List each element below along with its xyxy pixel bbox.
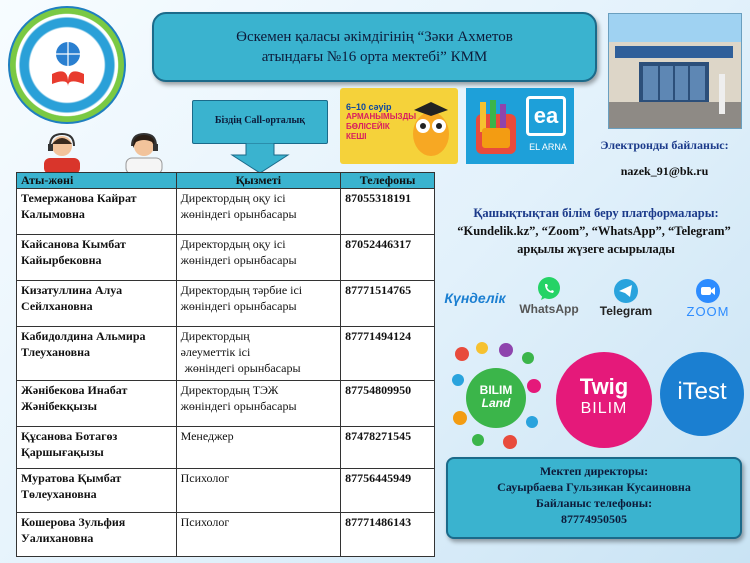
staff-role: әлеуметтік ісі (180, 345, 251, 359)
arrow-down-icon (228, 143, 292, 173)
table-row (17, 469, 435, 513)
staff-phone[interactable]: 87771514765 (341, 281, 435, 327)
platforms-tail: арқылы жүзеге асырылады (517, 242, 675, 256)
table-row (17, 381, 435, 427)
staff-name: Уалихановна (21, 531, 94, 545)
operator-man-icon (40, 130, 84, 174)
staff-role: жөніндегі орынбасары (180, 299, 297, 313)
director-label: Мектеп директоры: (539, 464, 649, 478)
staff-role: жөніндегі орынбасары (180, 253, 297, 267)
table-row (17, 235, 435, 281)
el-arna-caption: EL ARNA (529, 142, 567, 152)
bilimland-label-1: BILIM (479, 383, 513, 397)
twig-bilim-logo[interactable] (556, 352, 652, 448)
platforms-list: “Kundelik.kz”, “Zoom”, “WhatsApp”, “Telegram” (457, 224, 731, 238)
staff-name: Кабидолдина Альмира (21, 329, 146, 343)
staff-name: Жәнібекқызы (21, 399, 97, 413)
staff-role: Менеджер (180, 429, 234, 443)
director-phone[interactable]: 87774950505 (561, 512, 627, 526)
bilimland-label-2: Land (481, 396, 511, 410)
col-header-phone: Телефоны (341, 173, 435, 189)
col-header-role: Қызметі (176, 173, 341, 189)
banner-date: 6–10 сәуір (346, 102, 392, 112)
col-header-name: Аты-жөні (17, 173, 177, 189)
director-info (446, 457, 742, 539)
director-name: Сауырбаева Гульзикан Кусаиновна (497, 480, 691, 494)
kundelik-logo[interactable] (440, 280, 510, 320)
banner-text-2: БӨЛІСЕЙІК КЕШІ (346, 122, 390, 141)
table-header-row (17, 173, 435, 189)
staff-role: жөніндегі орынбасары (184, 361, 301, 375)
bilimland-logo[interactable] (448, 340, 544, 450)
table-row (17, 513, 435, 557)
kundelik-label: Күнделік (444, 290, 506, 306)
school-photo (608, 13, 742, 129)
school-supplies-icon (470, 98, 522, 158)
table-row (17, 327, 435, 381)
staff-name: Кошерова Зульфия (21, 515, 126, 529)
staff-role: Директордың тәрбие ісі (180, 283, 303, 297)
staff-name: Кизатуллина Алуа (21, 283, 123, 297)
el-arna-logo: ea (526, 96, 566, 136)
telegram-label: Telegram (599, 304, 653, 318)
table-row (17, 427, 435, 469)
staff-role: Директордың оқу ісі (180, 237, 286, 251)
staff-name: Төлеухановна (21, 487, 97, 501)
itest-logo[interactable] (660, 352, 744, 436)
title-line-2: атындағы №16 орта мектебі” КММ (261, 49, 488, 65)
table-row (17, 281, 435, 327)
staff-phone[interactable]: 87771486143 (341, 513, 435, 557)
staff-name: Тлеухановна (21, 345, 91, 359)
telegram-icon (613, 278, 639, 304)
staff-role: Директордың оқу ісі (180, 191, 286, 205)
page-title (152, 12, 597, 82)
staff-role: Директордың (180, 329, 250, 343)
twig-label-2: BILIM (580, 400, 628, 417)
staff-role: Директордың ТЭЖ (180, 383, 279, 397)
book-globe-icon (48, 38, 88, 88)
staff-phone[interactable]: 87055318191 (341, 189, 435, 235)
zoom-logo[interactable] (670, 278, 746, 322)
banner-text-1: АРМАНЫМЫЗДЫ (346, 112, 417, 121)
event-banner (340, 88, 458, 164)
staff-name: Калымовна (21, 207, 85, 221)
staff-phone[interactable]: 87756445949 (341, 469, 435, 513)
staff-name: Қаршығақызы (21, 445, 104, 459)
table-row (17, 189, 435, 235)
zoom-label: ZOOM (686, 304, 730, 319)
operator-woman-icon (122, 130, 166, 174)
owl-icon (408, 96, 454, 158)
call-center-label: Біздің Call-орталық (192, 100, 328, 144)
twig-label-1: Twig (579, 374, 629, 399)
email-link[interactable]: nazek_91@bk.ru (620, 164, 709, 178)
staff-name: Кайсанова Кымбат (21, 237, 126, 251)
whatsapp-icon (536, 276, 562, 302)
itest-label: iTest (677, 378, 727, 405)
staff-phone[interactable]: 87478271545 (341, 427, 435, 469)
staff-name: Сейлхановна (21, 299, 93, 313)
staff-phone[interactable]: 87771494124 (341, 327, 435, 381)
staff-name: Жәнібекова Инабат (21, 383, 128, 397)
staff-role: жөніндегі орынбасары (180, 399, 297, 413)
whatsapp-label: WhatsApp (519, 302, 579, 316)
staff-table (16, 172, 435, 557)
platforms-title: Қашықтықтан білім беру платформалары: (473, 206, 719, 220)
staff-phone[interactable]: 87052446317 (341, 235, 435, 281)
telegram-logo[interactable] (590, 278, 662, 322)
staff-role: жөніндегі орынбасары (180, 207, 297, 221)
email-label: Электронды байланыс: (600, 138, 729, 152)
zoom-icon (695, 278, 721, 304)
staff-role: Психолог (180, 515, 230, 529)
staff-name: Кайырбековна (21, 253, 102, 267)
el-arna-banner (466, 88, 574, 164)
staff-name: Муратова Қымбат (21, 471, 122, 485)
staff-role: Психолог (180, 471, 230, 485)
director-phone-label: Байланыс телефоны: (535, 496, 653, 510)
title-line-1: Өскемен қаласы әкімдігінің “Зәки Ахметов (236, 29, 513, 45)
staff-name: Құсанова Ботагөз (21, 429, 118, 443)
whatsapp-logo[interactable] (508, 276, 590, 320)
school-logo (8, 6, 126, 124)
staff-name: Темержанова Кайрат (21, 191, 137, 205)
staff-phone[interactable]: 87754809950 (341, 381, 435, 427)
